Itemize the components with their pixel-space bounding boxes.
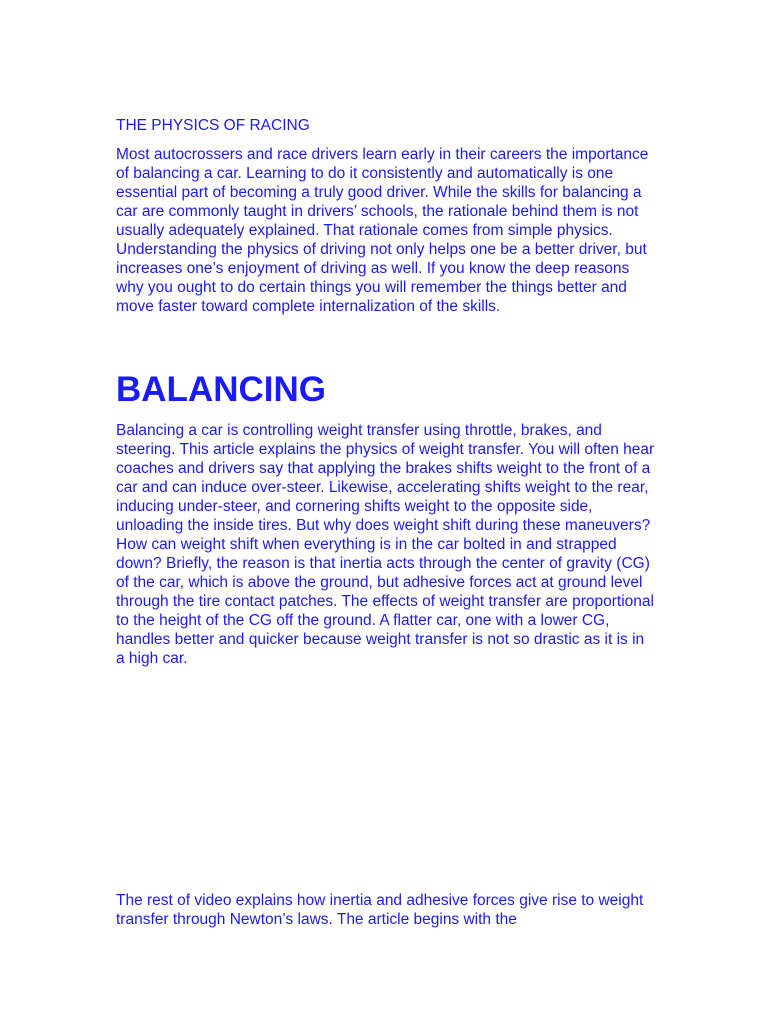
section-heading: BALANCING bbox=[116, 370, 326, 409]
intro-title: THE PHYSICS OF RACING bbox=[116, 117, 310, 134]
closing-paragraph: The rest of video explains how inertia and adhesive forces give rise to weight transfer through Newton’s laws. The article begins with the bbox=[116, 892, 644, 928]
section-paragraph: Balancing a car is controlling weight transfer using throttle, brakes, and steering. This article explains the physics of weight transfer. You will often hear coaches and drivers say that applying the brakes shifts weight to the front of a car and can induce over-steer. Likewise, accelerating shifts weight to the rear, inducing under-steer, and cornering shifts weight to the opposite side, unloading the inside tires. But why does weight shift during these maneuvers? How can weight shift when everything is in the car bolted in and strapped down? Briefly, the reason is that inertia acts through the center of gravity (CG) of the car, which is above the ground, but adhesive forces act at ground level through the tire contact patches. The effects of weight transfer are proportional to the height of the CG off the ground. A flatter car, one with a lower CG, handles better and quicker because weight transfer is not so drastic as it is in a high car. bbox=[116, 422, 655, 667]
intro-paragraph: Most autocrossers and race drivers learn early in their careers the importance of balancing a car. Learning to do it consistently and automatically is one essential part of becoming a truly good driver. While the skills for balancing a car are commonly taught in drivers’ schools, the rationale behind them is not usually adequately explained. That rationale comes from simple physics. Understanding the physics of driving not only helps one be a better driver, but increases one’s enjoyment of driving as well. If you know the deep reasons why you ought to do certain things you will remember the things better and move faster toward complete internalization of the skills. bbox=[116, 146, 649, 315]
